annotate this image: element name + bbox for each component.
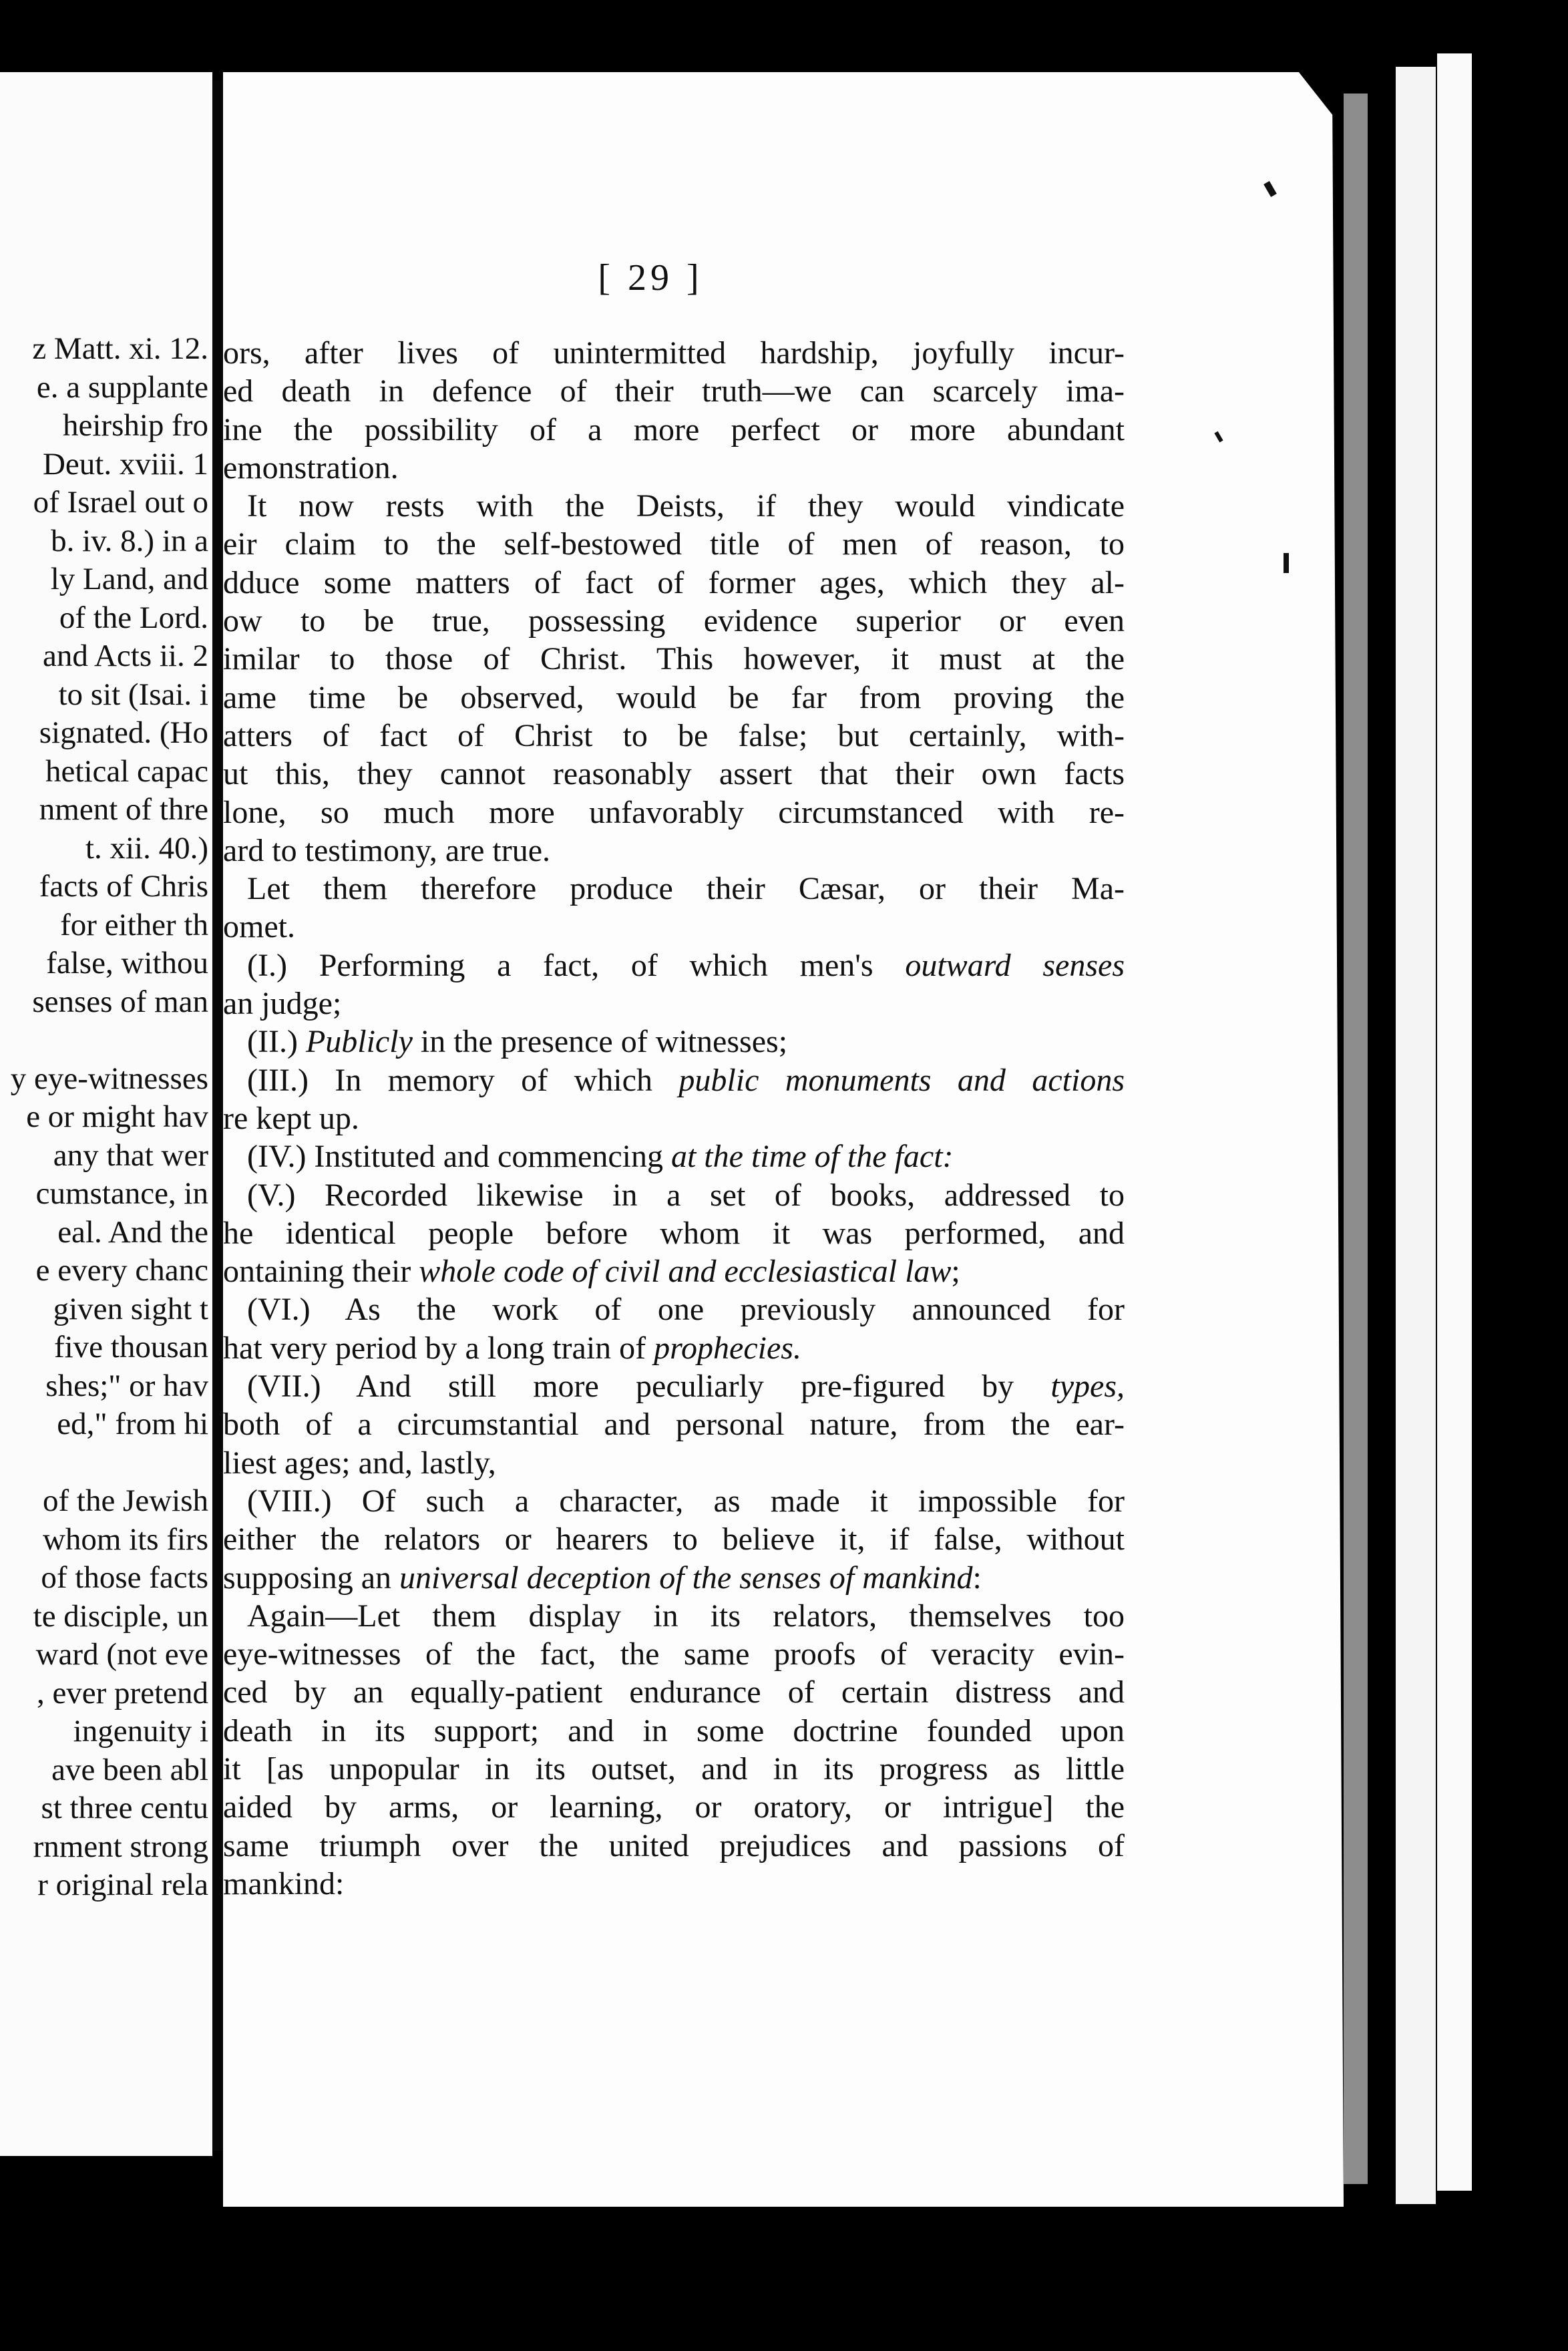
text-run: ine the possibility of a more perfect or more abundant	[223, 411, 1125, 447]
previous-page-line: Deut. xviii. 1	[42, 446, 208, 482]
text-run: eir claim to the self-bestowed title of men of reason, to	[223, 526, 1125, 562]
text-line	[223, 449, 1125, 487]
text-line	[223, 717, 1125, 755]
text-run: ced by an equally-patient endurance of certain distress and	[223, 1674, 1125, 1710]
previous-page-line: heirship fro	[63, 408, 208, 443]
previous-page-line: r original rela	[37, 1867, 208, 1902]
text-line	[223, 1329, 1125, 1367]
previous-page-line: ward (not eve	[35, 1637, 208, 1672]
previous-page-line: st three centu	[41, 1791, 208, 1825]
text-run: (VIII.) Of such a character, as made it impossible for	[247, 1483, 1125, 1519]
text-run: ;	[951, 1254, 960, 1290]
previous-page-line: of the Jewish	[42, 1483, 208, 1518]
previous-page-line: ave been abl	[51, 1752, 208, 1787]
previous-page-line: b. iv. 8.) in a	[51, 523, 208, 558]
previous-page-line: e. a supplante	[36, 369, 208, 405]
previous-page-line: shes;" or hav	[45, 1368, 208, 1403]
previous-page-line: given sight t	[53, 1291, 208, 1326]
page-body-text	[223, 334, 1125, 1903]
text-run: in the presence of witnesses;	[412, 1024, 788, 1060]
text-line	[223, 1788, 1125, 1826]
print-speck	[1284, 553, 1289, 573]
text-line	[223, 1176, 1125, 1214]
text-run: atters of fact of Christ to be false; but certainly, with-	[223, 717, 1125, 753]
text-line	[223, 1023, 1125, 1061]
text-line	[223, 1367, 1125, 1405]
italic-text: whole code of civil and ecclesiastical law	[419, 1254, 952, 1290]
previous-page-line: z Matt. xi. 12.	[32, 331, 208, 366]
text-line	[223, 946, 1125, 984]
previous-page-line: of Israel out o	[33, 485, 208, 520]
previous-page-line: ed," from hi	[57, 1407, 208, 1441]
text-line	[223, 908, 1125, 946]
previous-page-line: te disciple, un	[33, 1598, 208, 1634]
text-run: hat very period by a long train of	[223, 1330, 654, 1366]
page-number: [ 29 ]	[598, 257, 703, 299]
page-gutter	[212, 80, 223, 2151]
text-run: supposing an	[223, 1560, 399, 1596]
text-run: ut this, they cannot reasonably assert that their own facts	[223, 756, 1125, 792]
text-run: liest ages; and, lastly,	[223, 1445, 496, 1481]
previous-page-line: e or might hav	[26, 1099, 208, 1134]
previous-page-line: ly Land, and	[50, 562, 208, 596]
text-run: (III.) In memory of which	[247, 1062, 679, 1098]
text-run: (IV.) Instituted and commencing	[247, 1139, 671, 1175]
previous-page-line: and Acts ii. 2	[42, 639, 208, 673]
text-line	[223, 984, 1125, 1023]
text-line	[223, 1444, 1125, 1482]
italic-text: types,	[1050, 1369, 1125, 1405]
text-run: death in its support; and in some doctrine founded upon	[223, 1712, 1125, 1749]
previous-page-line: of those facts	[41, 1560, 208, 1595]
text-run: (VI.) As the work of one previously announced for	[247, 1292, 1125, 1328]
text-line	[223, 1482, 1125, 1520]
text-line	[223, 1214, 1125, 1252]
page-leaf-edge	[1396, 67, 1436, 2204]
text-run: ow to be true, possessing evidence superior or even	[223, 603, 1125, 639]
text-line	[223, 1673, 1125, 1711]
previous-page-line: ingenuity i	[73, 1714, 208, 1749]
text-run: (I.) Performing a fact, of which men's	[247, 947, 906, 983]
text-run: mankind:	[223, 1865, 345, 1902]
previous-page-line: whom its firs	[42, 1521, 208, 1557]
text-line	[223, 487, 1125, 525]
text-line	[223, 1750, 1125, 1788]
text-run: (V.) Recorded likewise in a set of books, addressed to	[247, 1177, 1125, 1213]
previous-page-line: t. xii. 40.)	[85, 830, 208, 866]
text-run: emonstration.	[223, 449, 399, 486]
previous-page-line	[0, 1444, 208, 1483]
previous-page-line: signated. (Ho	[39, 715, 208, 750]
text-line	[223, 870, 1125, 908]
text-line	[223, 1865, 1125, 1903]
text-run: Let them therefore produce their Cæsar, or their Ma-	[247, 871, 1125, 907]
previous-page-line	[0, 1021, 208, 1060]
text-run: he identical people before whom it was performed, and	[223, 1215, 1125, 1251]
previous-page	[0, 72, 212, 2156]
text-line	[223, 602, 1125, 640]
text-line	[223, 679, 1125, 717]
previous-page-line: rnment strong	[33, 1829, 208, 1864]
previous-page-line: for either th	[60, 907, 208, 942]
previous-page-line: e every chanc	[35, 1253, 208, 1288]
text-run: eye-witnesses of the fact, the same proofs of veracity evin-	[223, 1636, 1125, 1672]
italic-text: prophecies.	[654, 1330, 801, 1366]
text-line	[223, 525, 1125, 563]
text-line	[223, 411, 1125, 449]
page-shadow-edge	[1344, 94, 1368, 2184]
text-line	[223, 334, 1125, 372]
previous-page-line: cumstance, in	[35, 1176, 208, 1211]
text-run: re kept up.	[223, 1100, 359, 1136]
text-line	[223, 1061, 1125, 1099]
text-line	[223, 755, 1125, 793]
text-line	[223, 1635, 1125, 1673]
text-line	[223, 1827, 1125, 1865]
text-run: lone, so much more unfavorably circumstanced with re-	[223, 794, 1125, 830]
italic-text: outward senses	[905, 947, 1125, 983]
text-line	[223, 1559, 1125, 1597]
previous-page-line: , ever pretend	[36, 1675, 208, 1710]
text-run: ors, after lives of unintermitted hardship, joyfully incur-	[223, 335, 1125, 371]
text-run: dduce some matters of fact of former ages, which they al-	[223, 564, 1125, 600]
previous-page-line: facts of Chris	[39, 869, 208, 904]
text-run: imilar to those of Christ. This however, it must at the	[223, 641, 1125, 677]
text-line	[223, 1099, 1125, 1137]
text-line	[223, 1520, 1125, 1558]
text-run: omet.	[223, 909, 295, 945]
text-line	[223, 1252, 1125, 1290]
text-run: (II.)	[247, 1024, 306, 1060]
text-run: ame time be observed, would be far from proving the	[223, 679, 1125, 715]
text-line	[223, 564, 1125, 602]
text-run: an judge;	[223, 986, 342, 1022]
previous-page-text	[0, 330, 212, 1905]
text-line	[223, 1597, 1125, 1635]
text-run: it [as unpopular in its outset, and in its progress as little	[223, 1751, 1125, 1787]
text-run: (VII.) And still more peculiarly pre-figured by	[247, 1369, 1051, 1405]
text-run: both of a circumstantial and personal nature, from the ear-	[223, 1407, 1125, 1443]
text-line	[223, 1290, 1125, 1328]
previous-page-line: to sit (Isai. i	[58, 677, 208, 712]
previous-page-line: senses of man	[32, 984, 208, 1019]
page-leaf-edge-outer	[1437, 53, 1472, 2191]
previous-page-line: of the Lord.	[59, 600, 208, 635]
text-line	[223, 793, 1125, 832]
text-line	[223, 372, 1125, 410]
previous-page-line: any that wer	[53, 1137, 208, 1173]
italic-text: at the time of the fact:	[670, 1139, 954, 1175]
text-run: same triumph over the united prejudices and passions of	[223, 1827, 1125, 1863]
text-run: ed death in defence of their truth—we can scarcely ima-	[223, 373, 1125, 409]
previous-page-line: hetical capac	[45, 753, 208, 789]
previous-page-line: y eye-witnesses	[10, 1061, 208, 1096]
text-run: ontaining their	[223, 1254, 419, 1290]
text-run: It now rests with the Deists, if they would vindicate	[247, 488, 1125, 524]
text-run: Again—Let them display in its relators, themselves too	[247, 1598, 1125, 1634]
text-line	[223, 1137, 1125, 1176]
previous-page-line: nment of thre	[39, 792, 208, 827]
italic-text: universal deception of the senses of mankind	[399, 1560, 973, 1596]
text-run: either the relators or hearers to believe it, if false, without	[223, 1521, 1125, 1558]
italic-text: Publicly	[305, 1024, 413, 1060]
previous-page-line: false, withou	[46, 946, 208, 980]
text-line	[223, 1712, 1125, 1750]
previous-page-line: eal. And the	[57, 1214, 208, 1250]
text-run: ard to testimony, are true.	[223, 832, 551, 868]
text-line	[223, 832, 1125, 870]
previous-page-line: five thousan	[53, 1330, 208, 1365]
text-line	[223, 640, 1125, 678]
italic-text: public monuments and actions	[678, 1062, 1125, 1098]
text-line	[223, 1405, 1125, 1443]
text-run: :	[972, 1560, 982, 1596]
text-run: aided by arms, or learning, or oratory, or intrigue] the	[223, 1789, 1125, 1825]
